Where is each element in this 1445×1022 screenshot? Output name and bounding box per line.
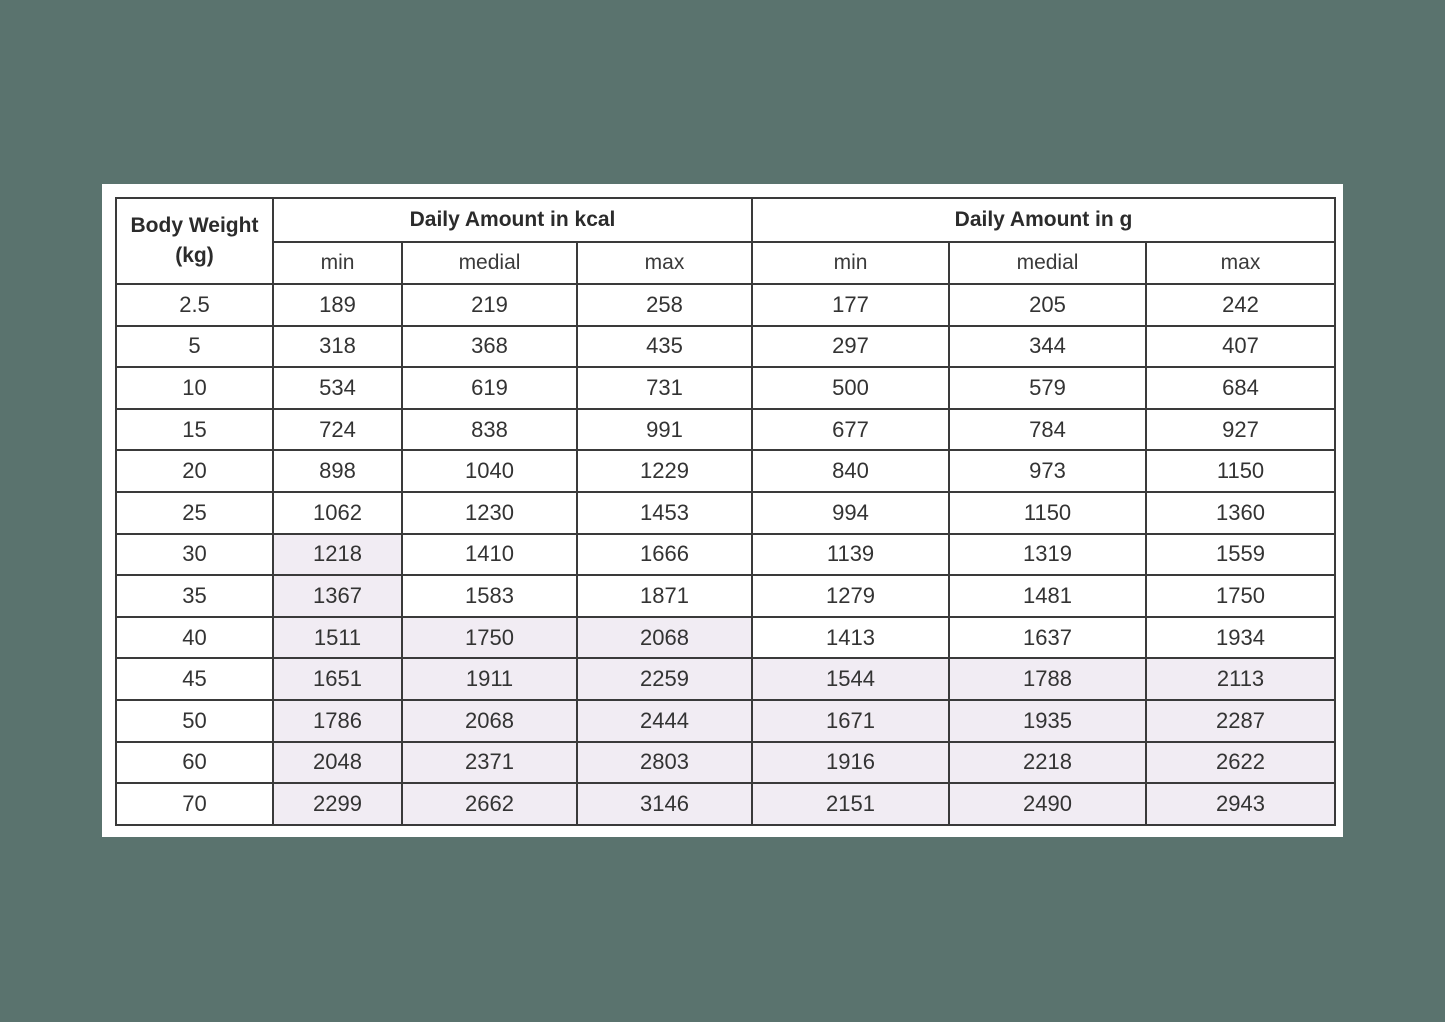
kcal-medial-cell: 2068	[402, 700, 577, 742]
kcal-medial-cell: 619	[402, 367, 577, 409]
kcal-min-cell: 898	[273, 450, 402, 492]
g-medial-cell: 1637	[949, 617, 1146, 659]
g-max-cell: 2113	[1146, 658, 1335, 700]
g-min-cell: 1413	[752, 617, 949, 659]
table-card	[102, 184, 1343, 837]
table-row	[116, 534, 1335, 576]
table-row	[116, 492, 1335, 534]
body-weight-cell: 15	[116, 409, 273, 451]
g-min-cell: 840	[752, 450, 949, 492]
kcal-medial-cell: 838	[402, 409, 577, 451]
g-min-cell: 2151	[752, 783, 949, 825]
kcal-max-cell: 731	[577, 367, 752, 409]
table-row	[116, 575, 1335, 617]
g-medial-cell: 344	[949, 326, 1146, 368]
feeding-table	[115, 197, 1336, 826]
kcal-min-header: min	[273, 242, 402, 284]
kcal-min-cell: 2299	[273, 783, 402, 825]
kcal-min-cell: 1786	[273, 700, 402, 742]
g-medial-cell: 2490	[949, 783, 1146, 825]
kcal-medial-cell: 1583	[402, 575, 577, 617]
body-weight-cell: 25	[116, 492, 273, 534]
g-max-cell: 1559	[1146, 534, 1335, 576]
table-row	[116, 742, 1335, 784]
body-weight-cell: 45	[116, 658, 273, 700]
kcal-medial-header: medial	[402, 242, 577, 284]
kcal-max-cell: 1666	[577, 534, 752, 576]
kcal-max-cell: 2068	[577, 617, 752, 659]
body-weight-header: Body Weight (kg)	[116, 198, 273, 284]
g-medial-cell: 973	[949, 450, 1146, 492]
body-weight-cell: 70	[116, 783, 273, 825]
g-min-cell: 1671	[752, 700, 949, 742]
kcal-min-cell: 318	[273, 326, 402, 368]
g-max-cell: 1360	[1146, 492, 1335, 534]
g-medial-cell: 1935	[949, 700, 1146, 742]
kcal-max-cell: 1229	[577, 450, 752, 492]
kcal-medial-cell: 2662	[402, 783, 577, 825]
g-min-cell: 500	[752, 367, 949, 409]
table-row	[116, 783, 1335, 825]
table-row	[116, 326, 1335, 368]
g-min-cell: 1916	[752, 742, 949, 784]
kcal-min-cell: 534	[273, 367, 402, 409]
kcal-max-cell: 3146	[577, 783, 752, 825]
kcal-min-cell: 1511	[273, 617, 402, 659]
kcal-medial-cell: 1230	[402, 492, 577, 534]
g-max-cell: 2943	[1146, 783, 1335, 825]
kcal-medial-cell: 1750	[402, 617, 577, 659]
body-weight-cell: 30	[116, 534, 273, 576]
kcal-max-cell: 1453	[577, 492, 752, 534]
body-weight-cell: 5	[116, 326, 273, 368]
g-medial-header: medial	[949, 242, 1146, 284]
kcal-min-cell: 1651	[273, 658, 402, 700]
g-min-cell: 677	[752, 409, 949, 451]
table-row	[116, 409, 1335, 451]
g-min-header: min	[752, 242, 949, 284]
kcal-group-header: Daily Amount in kcal	[273, 198, 752, 242]
kcal-min-cell: 189	[273, 284, 402, 326]
body-weight-cell: 10	[116, 367, 273, 409]
g-max-cell: 927	[1146, 409, 1335, 451]
g-max-cell: 2622	[1146, 742, 1335, 784]
kcal-min-cell: 1218	[273, 534, 402, 576]
g-max-cell: 2287	[1146, 700, 1335, 742]
g-min-cell: 177	[752, 284, 949, 326]
table-row	[116, 284, 1335, 326]
table-row	[116, 617, 1335, 659]
kcal-min-cell: 2048	[273, 742, 402, 784]
g-max-cell: 242	[1146, 284, 1335, 326]
subheader-row	[116, 242, 1335, 284]
g-medial-cell: 1788	[949, 658, 1146, 700]
g-medial-cell: 2218	[949, 742, 1146, 784]
g-max-cell: 1150	[1146, 450, 1335, 492]
body-weight-cell: 50	[116, 700, 273, 742]
body-weight-cell: 2.5	[116, 284, 273, 326]
g-medial-cell: 205	[949, 284, 1146, 326]
g-max-cell: 1934	[1146, 617, 1335, 659]
table-row	[116, 700, 1335, 742]
g-min-cell: 1544	[752, 658, 949, 700]
g-min-cell: 1279	[752, 575, 949, 617]
g-medial-cell: 1319	[949, 534, 1146, 576]
kcal-max-cell: 1871	[577, 575, 752, 617]
header-row	[116, 198, 1335, 242]
g-max-cell: 684	[1146, 367, 1335, 409]
kcal-medial-cell: 368	[402, 326, 577, 368]
g-max-cell: 1750	[1146, 575, 1335, 617]
g-min-cell: 1139	[752, 534, 949, 576]
body-weight-cell: 20	[116, 450, 273, 492]
kcal-min-cell: 1367	[273, 575, 402, 617]
g-medial-cell: 1481	[949, 575, 1146, 617]
grams-group-header: Daily Amount in g	[752, 198, 1335, 242]
kcal-max-cell: 258	[577, 284, 752, 326]
kcal-max-header: max	[577, 242, 752, 284]
kcal-max-cell: 991	[577, 409, 752, 451]
body-weight-cell: 35	[116, 575, 273, 617]
body-weight-cell: 40	[116, 617, 273, 659]
kcal-medial-cell: 1410	[402, 534, 577, 576]
g-medial-cell: 1150	[949, 492, 1146, 534]
kcal-max-cell: 2803	[577, 742, 752, 784]
table-body	[116, 284, 1335, 825]
kcal-min-cell: 724	[273, 409, 402, 451]
kcal-medial-cell: 1911	[402, 658, 577, 700]
table-row	[116, 367, 1335, 409]
g-max-cell: 407	[1146, 326, 1335, 368]
g-medial-cell: 579	[949, 367, 1146, 409]
kcal-medial-cell: 1040	[402, 450, 577, 492]
kcal-medial-cell: 2371	[402, 742, 577, 784]
kcal-max-cell: 435	[577, 326, 752, 368]
g-min-cell: 994	[752, 492, 949, 534]
g-medial-cell: 784	[949, 409, 1146, 451]
body-weight-cell: 60	[116, 742, 273, 784]
table-row	[116, 450, 1335, 492]
kcal-max-cell: 2259	[577, 658, 752, 700]
table-row	[116, 658, 1335, 700]
g-max-header: max	[1146, 242, 1335, 284]
g-min-cell: 297	[752, 326, 949, 368]
kcal-medial-cell: 219	[402, 284, 577, 326]
kcal-min-cell: 1062	[273, 492, 402, 534]
kcal-max-cell: 2444	[577, 700, 752, 742]
